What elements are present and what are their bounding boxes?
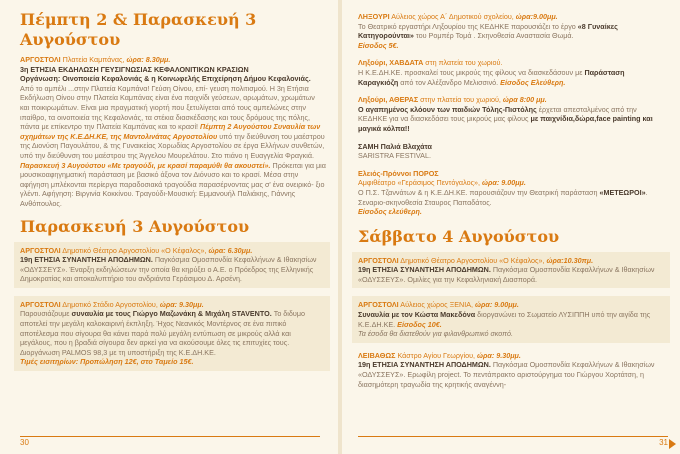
event-time: ώρα: 9.00μμ. — [475, 300, 519, 310]
event-description: Από το αμπέλι ...στην Πλατεία Καμπάνα! Γεύση Οίνου, επί- γευση πολιτισμού. Η 3η Ετήσια Εκδήλωση Οίνου στην Πλατεία Καμπάνας είναι ένα παιχνίδι γεύσεων, αρωμάτων, χρωμάτων και ποικιρωμάτων. Είναι μια πραγματική γιορτή που ξετυλίγεται από τους αμπελώνες στην ιπαίθρο, τα οινοποιεία της Κεφαλονιάς, τα στέκια διασκέδασης και τους δρόμους της πόλης, πάντα με επίκεντρο την Πλατεία Καμπάνας και το κρασί! — [20, 83, 315, 132]
event-entry: Είσοδος ελεύθερη. — [358, 207, 422, 217]
event-note: Τα έσοδα θα διατεθούν για φιλανθρωπικό σκοπό. — [358, 329, 513, 339]
event-lead: Παρουσιάζουμε — [20, 309, 72, 319]
next-page-arrow-icon[interactable] — [669, 439, 676, 449]
event-description: . Σεναριο-σκηνοθεσία Σταυρος Παπαδάτος. — [358, 187, 648, 207]
event-time: ώρα: 8.30μμ. — [126, 55, 171, 64]
event-time: ώρα: 6.30μμ. — [208, 245, 253, 255]
event-place: Δημοτικό Θέατρο Αργοστολίου «Ο Κέφαλος», — [60, 245, 209, 255]
event-place: Αύλειος χώρος Α΄ Δημοτικού σχολείου, — [389, 12, 516, 21]
event-clown — [358, 95, 666, 133]
event-description: Παγκόσμια Ομοσπονδία Κεφαλλήνων & Ιθακησίων «ΟΔΥΣΣΕΥΣ». Ομιλίες για την Κεφαλληνιακή Διασπορά. — [358, 265, 655, 284]
event-highlight: Παρασκευή 3 Αυγούστου «Με τραγούδι, με κρασί παραμύθι θα ακουστεί». — [20, 160, 271, 170]
event-location: ΣΑΜΗ Παλιά Βλαχάτα — [358, 141, 432, 151]
event-description: υπό την διεύθυνση του μαέστρου της Διονύση Παγουλάτου, & της Γυναικείας Χορωδίας Αργοστολίου σε έργα Ελλήνων συνθετών, υπό την διεύθυνση του μαέστρου της Άγγελου Μουρελάτου. Στο πιάνο η Ευαγγελία Φραγκιά. — [20, 131, 325, 160]
event-place: Πλατεία Καμπάνας, — [60, 55, 127, 64]
event-time: ώρα: 9.00μμ. — [482, 178, 526, 188]
event-work: «ΜΕΤΕΩΡΟΙ» — [599, 187, 646, 197]
event-description: Παγκόσμια Ομοσπονδία Κεφαλλήνων & Ιθακησίων «ΟΔΥΣΣΕΥΣ». Έναρξη εκδηλώσεων την οποία θα κηρύξει ο Α.Ε. ο Πρόεδρος της Ελληνικής Δημοκρατίας και αποκαλυπτήριο του ανδριάντα Γεράσιμου Δ. Αρσένη. — [20, 255, 317, 284]
event-time: ώρα 8:00 μμ. — [502, 95, 547, 105]
event-expatriates-talks — [352, 252, 670, 289]
event-location: Ληξούρι, ΑΘΕΡΑΣ — [358, 95, 419, 105]
event-makedonas-concert — [352, 296, 670, 342]
event-place: στη πλατεία του χωριού. — [423, 58, 503, 68]
event-karagiozis — [358, 58, 666, 87]
event-work: με παιχνίδια,δώρα,face painting και μαγικά κόλπα!! — [358, 114, 653, 133]
event-entry: Είσοδος Ελεύθερη. — [500, 77, 566, 87]
event-description: από τον Αλέξανδρο Μελισσινό. — [398, 77, 501, 87]
right-page — [340, 0, 680, 454]
event-location: Ληξούρι, ΧΑΒΔΑΤΑ — [358, 58, 424, 68]
event-title: συναυλία με τους Γιώργο Μαζωνάκη & Μιχάλη STAVENTO. — [71, 309, 272, 319]
event-location: ΑΡΓΟΣΤΟΛΙ — [358, 300, 399, 310]
event-expatriates-meeting — [14, 242, 330, 288]
event-description: έρχεται απεσταλμένος από την ΚΕΔΗΚΕ για να διασκεδάσει τους μικρούς μας φίλους — [358, 104, 637, 124]
day-heading: Πέμπτη 2 & Παρασκευή 3 Αυγούστου — [20, 10, 257, 49]
event-erofili — [358, 351, 666, 389]
event-location: ΑΡΓΟΣΤΟΛΙ — [20, 245, 61, 255]
ticket-prices: Τιμές εισιτηρίων: Προπώληση 12€, στο Ταμείο 15€. — [20, 357, 194, 367]
event-title: 19η ΕΤΗΣΙΑ ΣΥΝΑΝΤΗΣΗ ΑΠΟΔΗΜΩΝ. — [358, 360, 491, 370]
event-time: ώρα: 9.30μμ. — [477, 350, 521, 360]
event-description: Το Θεατρικό εργαστήρι Ληξουρίου της ΚΕΔΗΚΕ παρουσιάζει το έργο — [358, 21, 578, 31]
footer-rule — [20, 436, 320, 437]
event-title: 19η ΕΤΗΣΙΑ ΣΥΝΑΝΤΗΣΗ ΑΠΟΔΗΜΩΝ. — [20, 255, 153, 265]
event-description: SARISTRA FESTIVAL. — [358, 151, 431, 161]
event-location: ΑΡΓΟΣΤΟΛΙ — [358, 255, 399, 265]
right-footer — [358, 436, 668, 448]
event-description: διοργανώνει το Σωματείο ΛΥΣΙΠΠΗ υπό την αιγίδα της Κ.Ε.ΔΗ.ΚΕ. — [358, 310, 651, 329]
event-concert — [14, 296, 330, 371]
event-location: ΛΕΙΒΑΘΩΣ — [358, 350, 396, 360]
day-heading: Παρασκευή 3 Αυγούστου — [20, 216, 250, 236]
footer-rule — [358, 436, 668, 437]
event-work: «8 Γυναίκες Κατηγορούνται» — [358, 21, 618, 41]
event-title: 19η ΕΤΗΣΙΑ ΣΥΝΑΝΤΗΣΗ ΑΠΟΔΗΜΩΝ. — [358, 265, 491, 275]
event-description: Παγκόσμια Ομοσπονδία Κεφαλλήνων & Ιθακησίων «ΟΔΥΣΣΕΥΣ». Ερωφίλη project. Το πεντάπρακτο αριστούργημα του Γιώργου Χορτάτση, η διασημότερη τραγωδία της κρητικής αναγέννη- — [358, 360, 655, 389]
event-place: Αμφιθέατρο «Γεράσιμος Πεντόγαλος», — [358, 178, 483, 188]
event-theatre-lixouri — [358, 12, 666, 50]
event-description: του Ρομπέρ Τομά . Σκηνοθεσία Αναστασία Θωμά. — [413, 31, 574, 41]
event-place: Κάστρο Αγίου Γεωργίου, — [395, 350, 478, 360]
event-place: Αύλειος χώρος ΞΕΝΙΑ, — [398, 300, 476, 310]
left-footer — [20, 436, 320, 448]
event-place: Δημοτικό Θέατρο Αργοστολίου «Ο Κέφαλος», — [398, 255, 547, 265]
event-place: στην πλατεία του χωριού, — [418, 95, 503, 105]
event-time: ώρα:10.30πμ. — [546, 255, 594, 265]
event-description: Ο Π.Σ. Τζαννάτων & η Κ.Ε.ΔΗ.ΚΕ. παρουσιάζουν την Θεατρική παράσταση — [358, 187, 600, 197]
event-description: Το διδυμο αποτελεί την μεγάλη καλοκαιρινή έκπληξη. Ήχος Νεανικός Μοντέρνος σε ένα πιπικό αποτέλεσμα που σίγουρα θα κάνει παρά πολύ μεγάλη εντύπωση σε μικρούς αλλά και μεγάλους, που η βραδιά σίγουρα δεν αρκεί για να ακούσουμε όλες τις επιτυχίες τους. Διοργάνωση PALMOS 98,3 με τη υποστήριξη της Κ.Ε.ΔΗ.ΚΕ. — [20, 309, 305, 357]
event-wine-festival — [20, 55, 326, 209]
event-title: Συναυλία με τον Κώστα Μακεδόνα — [358, 310, 476, 320]
event-location: Ελειός-Πρόννοι ΠΟΡΟΣ — [358, 168, 439, 178]
event-description: Η Κ.Ε.ΔΗ.ΚΕ. προσκαλεί τους μικρούς της φίλους να διασκεδάσουν με — [358, 67, 585, 77]
event-title: 3η ΕΤΗΣΙΑ ΕΚΔΗΛΩΣΗ ΓΕΥΣΙΓΝΩΣΙΑΣ ΚΕΦΑΛΟΝΙΤΙΚΩΝ ΚΡΑΣΙΩΝ — [20, 64, 249, 74]
event-time: ώρα:9.00μμ. — [515, 12, 558, 21]
event-location: ΑΡΓΟΣΤΟΛΙ — [20, 55, 61, 64]
page-number: 31 — [659, 438, 668, 448]
event-title: Ο αγαπημένος κλόουν των παιδιών Τόλης-Πιστόλης — [358, 104, 537, 114]
event-entry: Είσοδος 10€. — [397, 319, 442, 329]
event-location: ΛΗΞΟΥΡΙ — [358, 12, 390, 21]
event-time: ώρα: 9.30μμ. — [159, 299, 204, 309]
event-meteoroi — [358, 169, 666, 217]
event-place: Δημοτικό Στάδιο Αργοστολίου, — [60, 299, 160, 309]
event-location: ΑΡΓΟΣΤΟΛΙ — [20, 299, 61, 309]
event-work: Παράσταση Καραγκιόζη — [358, 67, 625, 87]
event-description: Πρόκειται για μια μουσικοαφηγηματική παράσταση με βασικό άξονα τον Διόνυσο και το κρασί. Μέσα στην αφήγηση μπλέκονται περίεργα παραδοσιακά τραγούδια παρασέρνοντας μας σ' ένα ονειρικό- ξιο γλέντι. Αφήγηση: Βιργινία Κοκκίνου. Τραγούδι-Μουσική: Εμμανουήλ Παλιάκης, Γιάννης Ανθόπουλος. — [20, 160, 326, 208]
event-organizer: Οργάνωση: Οινοποιεία Κεφαλονιάς & η Κοινωφελής Επιχείρηση Δήμου Κεφαλονιάς. — [20, 74, 311, 84]
event-entry: Είσοδος 5€. — [358, 40, 399, 50]
day-heading: Σάββατο 4 Αυγούστου — [358, 226, 560, 246]
page-number: 30 — [20, 438, 29, 448]
event-saristra — [358, 142, 666, 161]
event-highlight: Πέμπτη 2 Αυγούστου Συναυλία των σχημάτων της Κ.Ε.ΔΗ.ΚΕ, της Μαντολινάτας Αργοστολίου — [20, 122, 321, 141]
